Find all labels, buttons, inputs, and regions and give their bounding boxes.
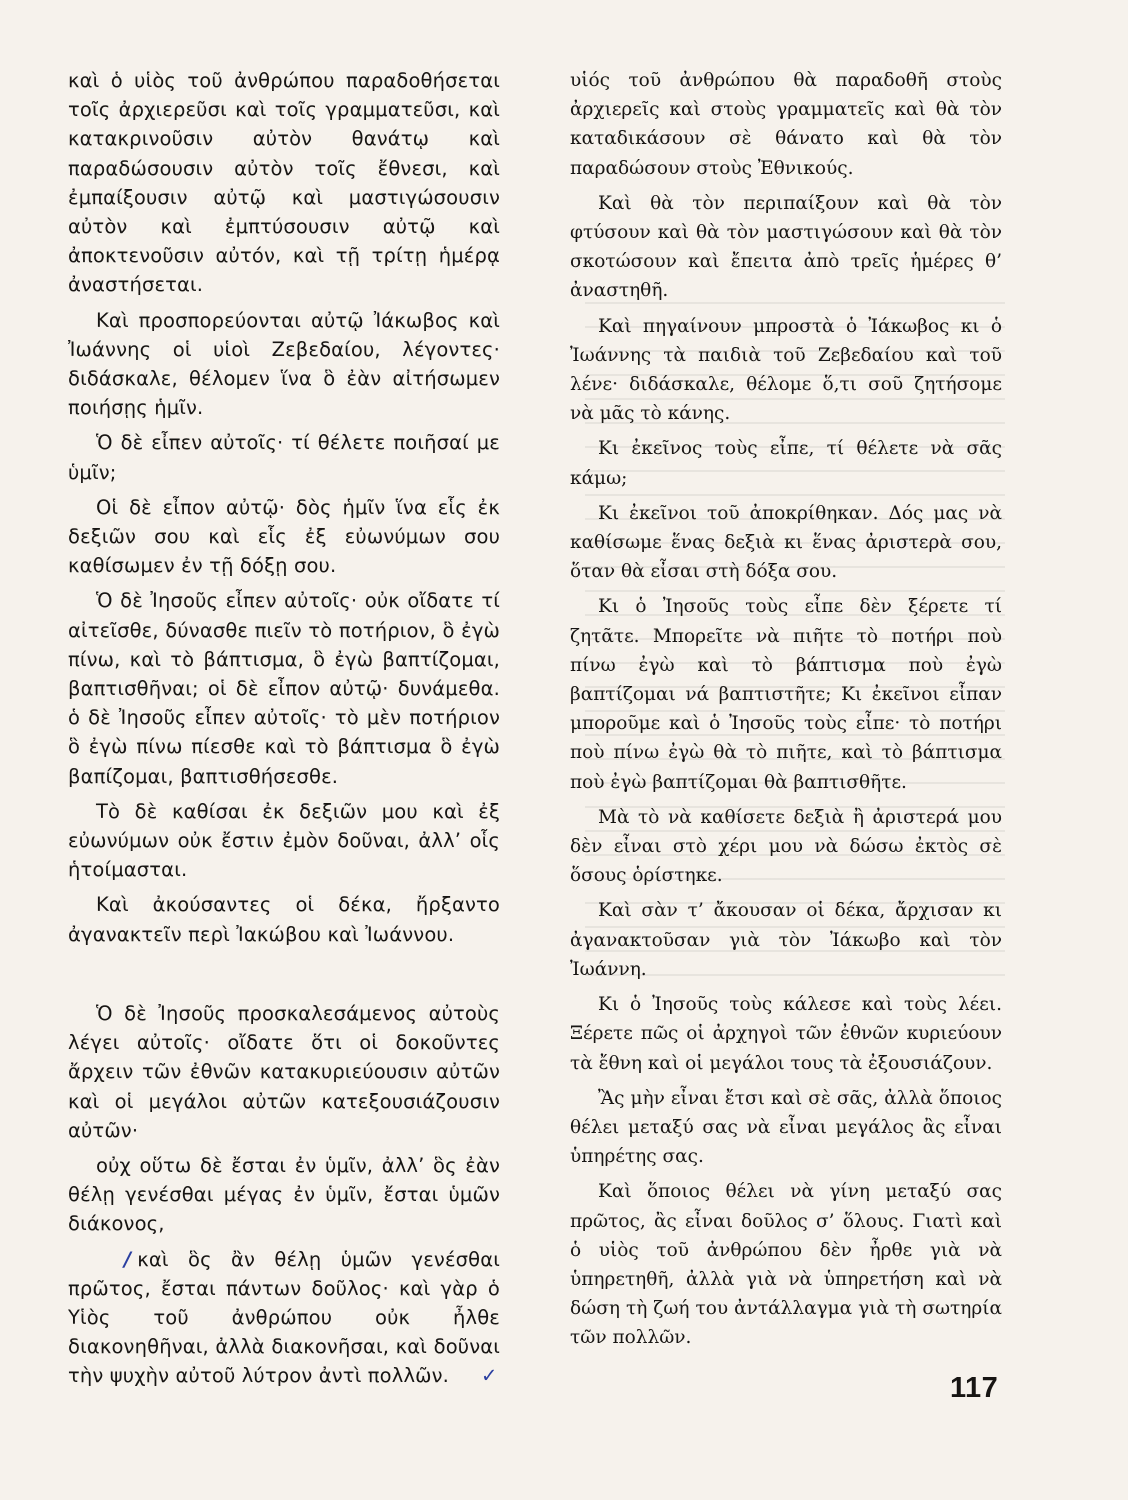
- left-paragraph-10-text: καὶ ὃς ἂν θέλῃ ὑμῶν γενέσθαι πρῶτος, ἔσται πάντων δοῦλος· καὶ γὰρ ὁ Υἱὸς τοῦ ἀνθρώπου οὐκ ἦλθε διακονηθῆναι, ἀλλὰ διακονῆσαι, καὶ δοῦναι τὴν ψυχὴν αὐτοῦ λύτρον ἀντὶ πολλῶν.: [68, 1247, 500, 1388]
- left-paragraph-9: οὐχ οὕτω δὲ ἔσται ἐν ὑμῖν, ἀλλ’ ὃς ἐὰν θέλῃ γενέσθαι μέγας ἐν ὑμῖν, ἔσται ὑμῶν διάκονος,: [68, 1153, 500, 1236]
- right-paragraph-3: Καὶ πηγαίνουν μπροστὰ ὁ Ἰάκωβος κι ὁ Ἰωάννης τὰ παιδιὰ τοῦ Ζεβεδαίου καὶ τοῦ λένε· διδάσκαλε, θέλομε ὅ,τι σοῦ ζητήσομε νὰ μᾶς τὸ κάνης.: [570, 315, 1002, 425]
- right-paragraph-7: Μὰ τὸ νὰ καθίσετε δεξιὰ ἢ ἀριστερά μου δὲν εἶναι στὸ χέρι μου νὰ δώσω ἐκτὸς σὲ ὅσους ὁρίστηκε.: [570, 806, 1002, 887]
- right-paragraph-10: Ἂς μὴν εἶναι ἔτσι καὶ σὲ σᾶς, ἀλλὰ ὅποιος θέλει μεταξύ σας νὰ εἶναι μεγάλος ἂς εἶναι ὑπηρέτης σας.: [570, 1087, 1002, 1168]
- left-paragraph-8: Ὁ δὲ Ἰησοῦς προσκαλεσάμενος αὐτοὺς λέγει αὐτοῖς· οἴδατε ὅτι οἱ δοκοῦντες ἄρχειν τῶν ἐθνῶν κατακυριεύουσιν αὐτῶν καὶ οἱ μεγάλοι αὐτῶν κατεξουσιάζουσιν αὐτῶν·: [68, 1001, 500, 1142]
- section-gap: [68, 955, 500, 999]
- right-paragraph-6: Κι ὁ Ἰησοῦς τοὺς εἶπε δὲν ξέρετε τί ζητᾶτε. Μπορεῖτε νὰ πιῆτε τὸ ποτήρι ποὺ πίνω ἐγὼ καὶ τὸ βάπτισμα ποὺ ἐγὼ βαπτίζομαι νά βαπτιστῆτε; Κι ἐκεῖνοι εἶπαν μποροῦμε καὶ ὁ Ἰησοῦς τοὺς εἶπε· τὸ ποτήρι ποὺ πίνω ἐγὼ θὰ τὸ πιῆτε, καὶ τὸ βάπτισμα ποὺ ἐγὼ βαπτίζομαι θὰ βαπτισθῆτε.: [570, 596, 1002, 793]
- pen-check-mark: ✓: [481, 1364, 498, 1388]
- right-column-modern-greek: [570, 66, 1002, 1359]
- pen-slash-mark: /: [124, 1247, 132, 1271]
- left-paragraph-7: Καὶ ἀκούσαντες οἱ δέκα, ἤρξαντο ἀγανακτεῖν περὶ Ἰακώβου καὶ Ἰωάννου.: [68, 893, 500, 946]
- left-paragraph-3: Ὁ δὲ εἶπεν αὐτοῖς· τί θέλετε ποιῆσαί με ὑμῖν;: [68, 431, 500, 484]
- right-paragraph-4: Κι ἐκεῖνος τοὺς εἶπε, τί θέλετε νὰ σᾶς κάμω;: [570, 438, 1002, 489]
- left-paragraph-5: Ὁ δὲ Ἰησοῦς εἶπεν αὐτοῖς· οὐκ οἴδατε τί αἰτεῖσθε, δύνασθε πιεῖν τὸ ποτήριον, ὃ ἐγὼ πίνω, καὶ τὸ βάπτισμα, ὃ ἐγὼ βαπτίζομαι, βαπτισθῆναι; οἱ δὲ εἶπον αὐτῷ· δυνάμεθα. ὁ δὲ Ἰησοῦς εἶπεν αὐτοῖς· τὸ μὲν ποτήριον ὃ ἐγὼ πίνω πίεσθε καὶ τὸ βάπτισμα ὃ ἐγὼ βαπίζομαι, βαπτισθήσεσθε.: [68, 589, 500, 788]
- left-paragraph-2: Καὶ προσπορεύονται αὐτῷ Ἰάκωβος καὶ Ἰωάννης οἱ υἱοὶ Ζεβεδαίου, λέγοντες· διδάσκαλε, θέλομεν ἵνα ὃ ἐὰν αἰτήσωμεν ποιήσῃς ἡμῖν.: [68, 308, 500, 420]
- left-paragraph-4: Οἱ δὲ εἶπον αὐτῷ· δὸς ἡμῖν ἵνα εἷς ἐκ δεξιῶν σου καὶ εἷς ἐξ εὐωνύμων σου καθίσωμεν ἐν τῇ δόξῃ σου.: [68, 495, 500, 578]
- left-paragraph-6: Τὸ δὲ καθίσαι ἐκ δεξιῶν μου καὶ ἐξ εὐωνύμων οὐκ ἔστιν ἐμὸν δοῦναι, ἀλλ’ οἷς ἡτοίμασται.: [68, 799, 500, 882]
- left-paragraph-10: [68, 1245, 500, 1391]
- left-paragraph-1: καὶ ὁ υἱὸς τοῦ ἀνθρώπου παραδοθήσεται τοῖς ἀρχιερεῦσι καὶ τοῖς γραμματεῦσι, καὶ κατακρινοῦσιν αὐτὸν θανάτῳ καὶ παραδώσουσιν αὐτὸν τοῖς ἔθνεσι, καὶ ἐμπαίξουσιν αὐτῷ καὶ μαστιγώσουσιν αὐτὸν καὶ ἐμπτύσουσιν αὐτῷ καὶ ἀποκτενοῦσιν αὐτόν, καὶ τῇ τρίτῃ ἡμέρᾳ ἀναστήσεται.: [68, 69, 500, 297]
- right-paragraph-8: Καὶ σὰν τ’ ἄκουσαν οἱ δέκα, ἄρχισαν κι ἀγανακτοῦσαν γιὰ τὸν Ἰάκωβο καὶ τὸν Ἰωάννη.: [570, 900, 1002, 980]
- page-number: 117: [950, 1372, 999, 1404]
- left-column-ancient-greek: [68, 66, 500, 1397]
- right-paragraph-2: Καὶ θὰ τὸν περιπαίξουν καὶ θὰ τὸν φτύσουν καὶ θὰ τὸν μαστιγώσουν καὶ θὰ τὸν σκοτώσουν καὶ ἔπειτα ἀπὸ τρεῖς ἡμέρες θ’ ἀναστηθῆ.: [570, 192, 1002, 302]
- right-paragraph-9: Κι ὁ Ἰησοῦς τοὺς κάλεσε καὶ τοὺς λέει. Ξέρετε πῶς οἱ ἀρχηγοὶ τῶν ἐθνῶν κυριεύουν τὰ ἔθνη καὶ οἱ μεγάλοι τους τὰ ἐξουσιάζουν.: [570, 994, 1002, 1074]
- right-paragraph-11: Καὶ ὅποιος θέλει νὰ γίνη μεταξύ σας πρῶτος, ἂς εἶναι δοῦλος σ’ ὅλους. Γιατὶ καὶ ὁ υἱὸς τοῦ ἀνθρώπου δὲν ἦρθε γιὰ νὰ ὑπηρετηθῆ, ἀλλὰ γιὰ νὰ ὑπηρετήση καὶ νὰ δώση τὴ ζωή του ἀντάλλαγμα γιὰ τὴ σωτηρία τῶν πολλῶν.: [570, 1181, 1002, 1349]
- right-paragraph-1: υἱός τοῦ ἀνθρώπου θὰ παραδοθῆ στοὺς ἀρχιερεῖς καὶ στοὺς γραμματεῖς καὶ θὰ τὸν καταδικάσουν σὲ θάνατο καὶ θὰ τὸν παραδώσουν στοὺς Ἐθνικούς.: [570, 70, 1002, 179]
- right-paragraph-5: Κι ἐκεῖνοι τοῦ ἀποκρίθηκαν. Δός μας νὰ καθίσωμε ἕνας δεξιὰ κι ἕνας ἀριστερὰ σου, ὅταν θὰ εἶσαι στὴ δόξα σου.: [570, 502, 1002, 583]
